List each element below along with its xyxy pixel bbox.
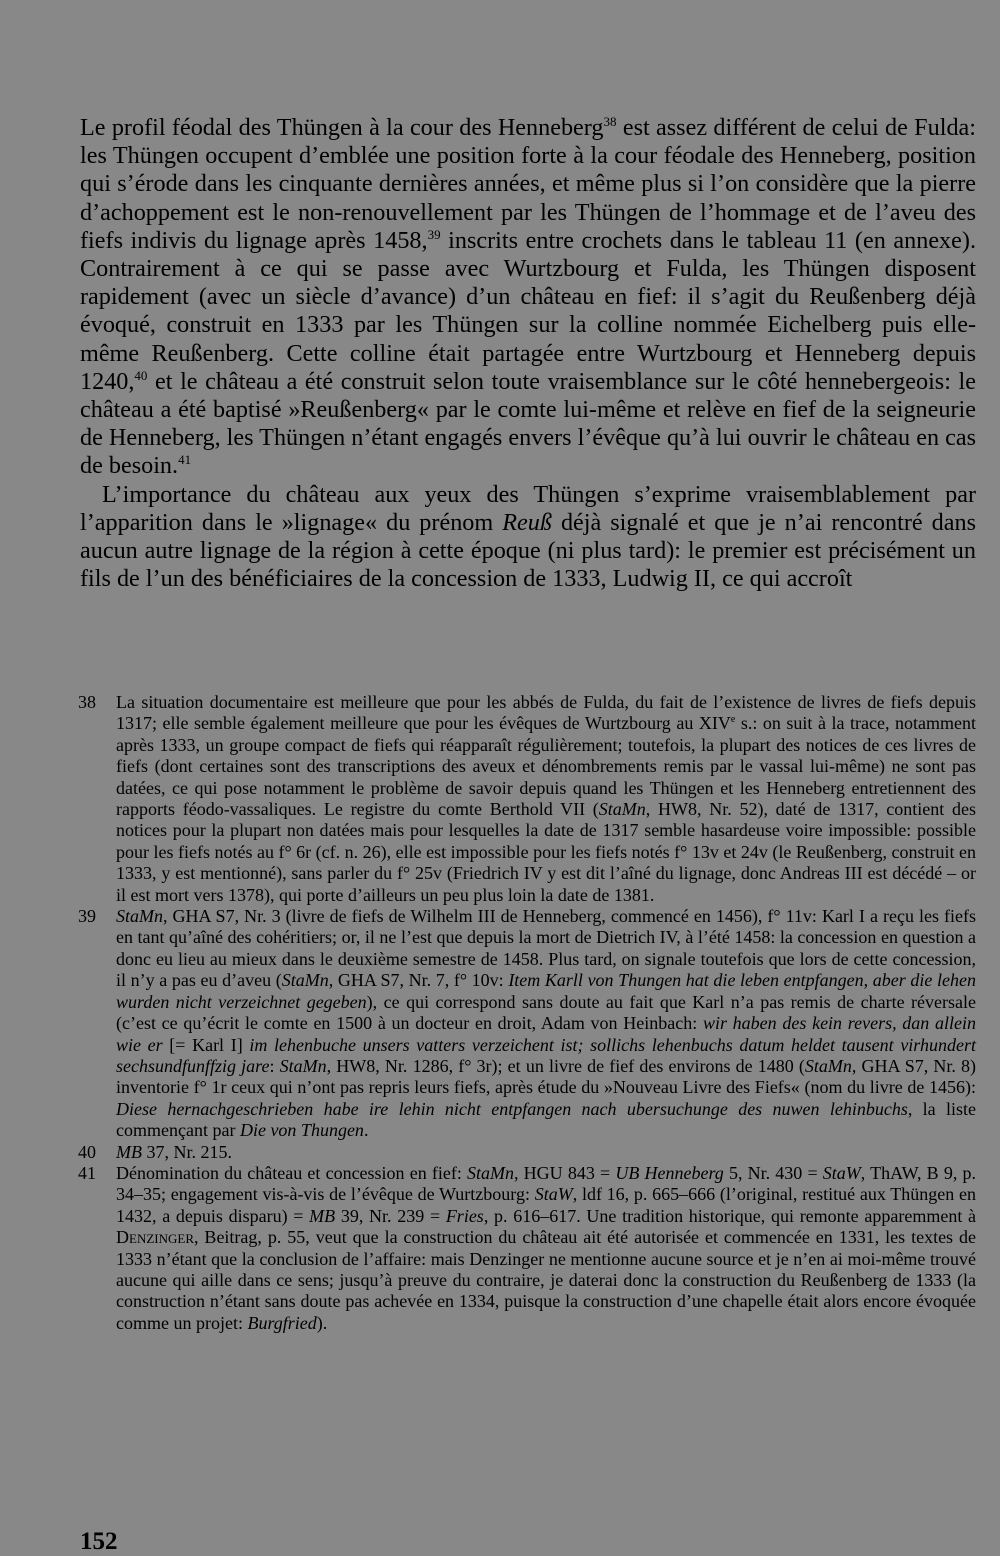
footnote (78, 692, 976, 906)
paragraph: L’importance du château aux yeux des Thüngen s’exprime vraisemblablement par l’apparition dans le »lignage« du prénom Reuß déjà signalé et que je n’ai rencontré dans aucun autre lignage de la région à cette époque (ni plus tard): le premier est précisément un fils de l’un des bénéficiaires de la concession de 1333, Ludwig II, ce qui accroît (80, 480, 976, 593)
footnote-text: Dénomination du château et concession en fief: StaMn, HGU 843 = UB Henneberg 5, Nr. 430 = StaW, ThAW, B 9, p. 34–35; engagement vis-à-vis de l’évêque de Wurtzbourg: StaW, ldf 16, p. 665–666 (l’original, restitué aux Thüngen en 1432, a depuis disparu) = MB 39, Nr. 239 = Fries, p. 616–617. Une tradition historique, qui remonte apparemment à Denzinger, Beitrag, p. 55, veut que la construction du château ait été autorisée et commencée en 1331, les textes de 1333 n’étant que la conclusion de l’affaire: mais Denzinger ne mentionne aucune source et je n’en ai moi-même trouvé aucune qui aille dans ce sens; jusqu’à preuve du contraire, je daterai donc la construction du Reußenberg de 1333 (la construction n’étant sans doute pas achevée en 1334, puisque la construction d’une chapelle était alors encore évoquée comme un projet: Burgfried). (116, 1162, 977, 1333)
main-text (80, 114, 976, 593)
footnote (78, 1142, 976, 1163)
footnote-number: 38 (78, 692, 96, 712)
footnote (78, 906, 976, 1141)
footnotes (78, 692, 976, 1334)
footnote-number: 41 (78, 1162, 96, 1183)
footnote-text: StaMn, GHA S7, Nr. 3 (livre de fiefs de Wilhelm III de Henneberg, commencé en 1456), f° 11v: Karl I a reçu les fiefs en tant qu’aîné des cohéritiers; or, il ne l’est que depuis la mort de Dietrich IV, à l’été 1458: la concession en question a donc eu lieu au mieux dans le deuxième semestre de 1458. Plus tard, on signale toutefois que lors de cette concession, il n’y a pas eu d’aveu (StaMn, GHA S7, Nr. 7, f° 10v: Item Karll von Thungen hat die leben entpfangen, aber die lehen wurden nicht verzeichnet gegeben), ce qui correspond sans doute au fait que Karl n’a pas remis de charte réversale (c’est ce qu’écrit le comte en 1500 à un docteur en droit, Adam von Heinbach: wir haben des kein revers, dan allein wie er [= Karl I] im lehenbuche unsers vatters verzeichent ist; sollichs lehenbuchs datum heldet tausent virhundert sechsundfunffzig jare: StaMn, HW8, Nr. 1286, f° 3r); et un livre de fief des environs de 1480 (StaMn, GHA S7, Nr. 8) inventorie f° 1r ceux qui n’ont pas repris leurs fiefs, après étude du »Nouveau Livre des Fiefs« (nom du livre de 1456): Diese hernachgeschrieben habe ire lehin nicht entpfangen nach ubersuchunge des nuwen lehinbuchs, la liste commençant par Die von Thungen. (116, 906, 976, 1141)
page-number: 152 (80, 1528, 118, 1555)
footnote-number: 40 (78, 1141, 96, 1162)
footnote-number: 39 (78, 906, 96, 927)
footnote (78, 1163, 976, 1334)
footnote-text: La situation documentaire est meilleure que pour les abbés de Fulda, du fait de l’existence de livres de fiefs depuis 1317; elle semble également meilleure que pour les évêques de Wurtzbourg au XIVe s.: on suit à la trace, notamment après 1333, un groupe compact de fiefs qui réapparaît régulièrement; toutefois, la plupart des notices de ces livres de fiefs (dont certaines sont des transcriptions des aveux et dénombrements remis par le vassal lui-même) ne sont pas datées, ce qui pose notamment le problème de savoir depuis quand les Thüngen et les Henneberg entretiennent des rapports féodo-vassaliques. Le registre du comte Berthold VII (StaMn, HW8, Nr. 52), daté de 1317, contient des notices pour la plupart non datées mais pour lesquelles la date de 1317 semble hasardeuse voire impossible: possible pour les fiefs notés au f° 6r (cf. n. 26), elle est impossible pour les fiefs notés f° 13v et 24v (le Reußenberg, construit en 1333, y est mentionné), sans parler du f° 25v (Friedrich IV y est dit l’aîné du lignage, donc Andreas III est décédé – or il est mort vers 1378), qui porte d’ailleurs un peu plus loin la date de 1381. (116, 692, 977, 905)
paragraph: Le profil féodal des Thüngen à la cour des Henneberg$^{38}$ est assez différent de celui de Fulda: les Thüngen occupent d’emblée une position forte à la cour féodale des Henneberg, position qui s’érode dans les cinquante dernières années, et même plus si l’on considère que la pierre d’achoppement est le non-renouvellement par les Thüngen de l’hommage et de l’aveu des fiefs indivis du lignage après 1458,39 inscrits entre crochets dans le tableau 11 (en annexe). Contrairement à ce qui se passe avec Wurtzbourg et Fulda, les Thüngen disposent rapidement (avec un siècle d’avance) d’un château en fief: il s’agit du Reußenberg déjà évoqué, construit en 1333 par les Thüngen sur la colline nommée Eichelberg puis elle-même Reußenberg. Cette colline était partagée entre Wurtzbourg et Henneberg depuis 1240,40 et le château a été construit selon toute vraisemblance sur le côté hennebergeois: le château a été baptisé »Reußenberg« par le comte lui-même et relève en fief de la seigneurie de Henneberg, les Thüngen n’étant engagés envers l’évêque qu’à lui ouvrir le château en cas de besoin.$^{41}$ (80, 113, 976, 480)
footnote-text: MB 37, Nr. 215. (116, 1141, 232, 1162)
